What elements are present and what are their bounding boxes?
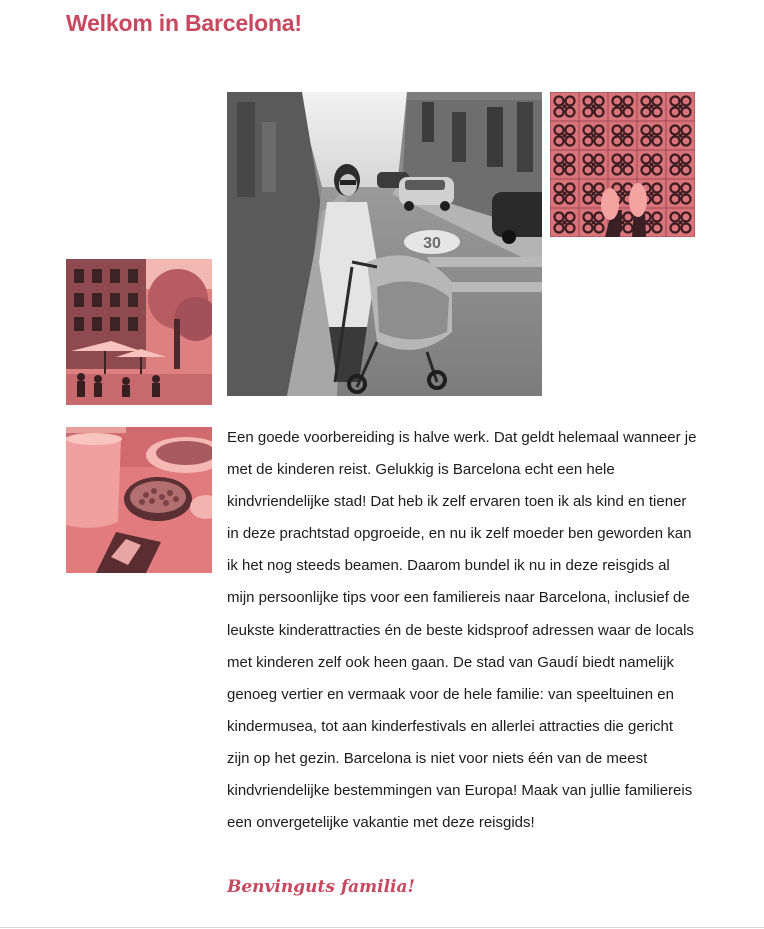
drink-snacks-image [66,427,212,573]
plaza-terrace-photo [66,259,212,405]
plaza-terrace-image [66,259,212,405]
road-marking-30: 30 [423,235,441,252]
page-title: Welkom in Barcelona! [66,10,302,36]
panot-tiles-image [550,92,695,237]
drink-snacks-photo [66,427,212,573]
intro-paragraph: Een goede voorbereiding is halve werk. Dat geldt helemaal wanneer je met de kinderen reist. Gelukkig is Barcelona echt een hele kindvriendelijke stad! Dat heb ik zelf ervaren toen ik als kind en tiener in deze prachtstad opgroeide, en nu ik zelf moeder ben geworden kan ik het nog steeds beamen. Daarom bundel ik nu in deze reisgids al mijn persoonlijke tips voor een familiereis naar Barcelona, inclusief de leukste kinderattracties én de beste kidsproof adressen waar de locals met kinderen zelf ook heen gaan. De stad van Gaudí biedt namelijk genoeg vertier en vermaak voor de hele familie: van speeltuinen en kindermusea, tot aan kinderfestivals en allerlei attracties die gericht zijn op het gezin. Barcelona is niet voor niets één van de meest kindvriendelijke bestemmingen van Europa! Maak van jullie familiereis een onvergetelijke vakantie met deze reisgids! [227,429,697,832]
bottom-divider [0,927,764,928]
street-stroller-image [227,92,542,396]
welcome-signoff: Benvinguts familia! [227,877,415,897]
street-stroller-photo [227,92,542,396]
panot-tiles-photo [550,92,695,237]
